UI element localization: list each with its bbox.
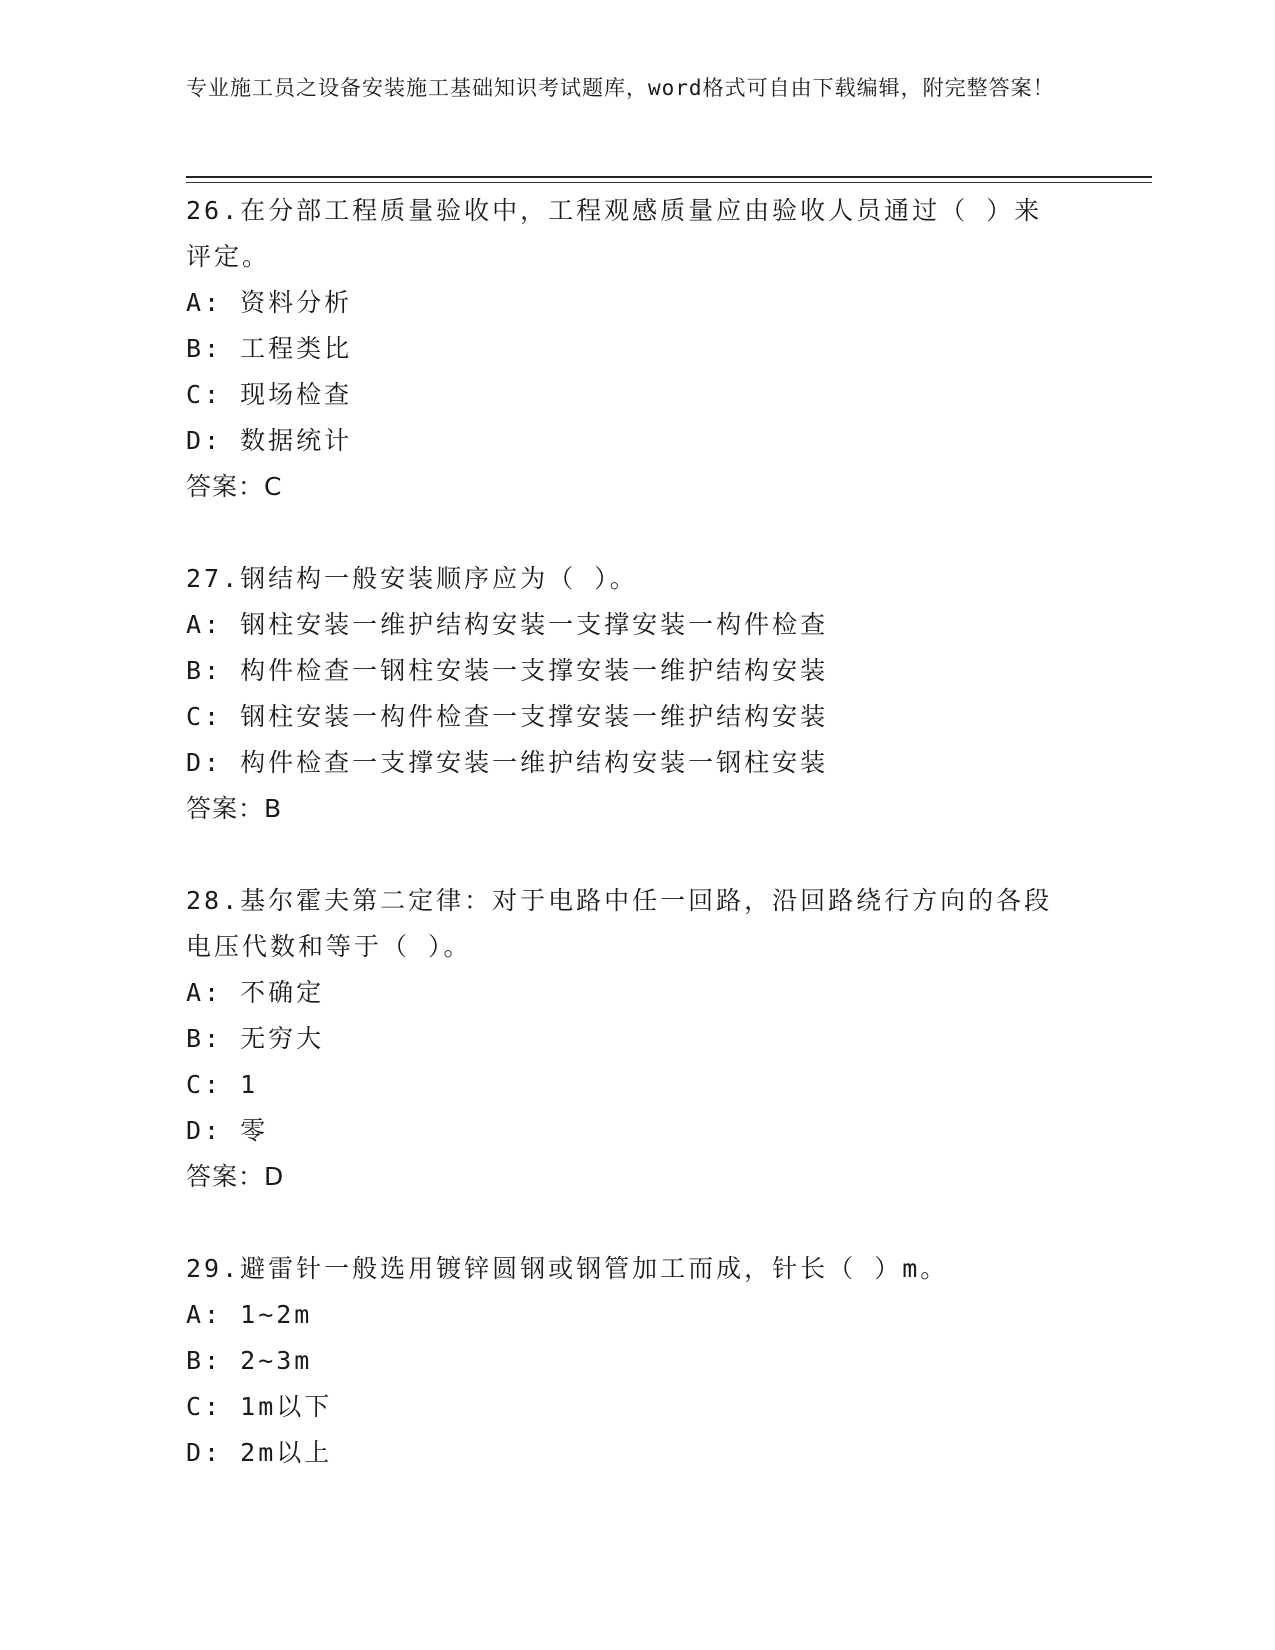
option-c: C: 现场检查	[186, 380, 353, 409]
option-d: D: 构件检查一支撑安装一维护结构安装一钢柱安装	[186, 748, 829, 777]
option-d: D: 零	[186, 1116, 269, 1145]
option-a: A: 钢柱安装一维护结构安装一支撑安装一构件检查	[186, 610, 829, 639]
question-26	[186, 188, 1086, 510]
question-28	[186, 878, 1086, 1200]
option-b: B: 工程类比	[186, 334, 353, 363]
question-29	[186, 1246, 1086, 1476]
option-b: B: 2~3m	[186, 1346, 313, 1375]
question-27	[186, 556, 1086, 832]
option-c: C: 1	[186, 1070, 259, 1099]
header-divider-thick	[186, 176, 1152, 178]
option-b: B: 构件检查一钢柱安装一支撑安装一维护结构安装	[186, 656, 829, 685]
option-c: C: 钢柱安装一构件检查一支撑安装一维护结构安装	[186, 702, 829, 731]
question-list	[186, 188, 1086, 1476]
option-a: A: 不确定	[186, 978, 325, 1007]
question-text: 29.避雷针一般选用镀锌圆钢或钢管加工而成，针长（ ）m。	[186, 1254, 949, 1283]
answer-label: 答案：D	[186, 1162, 285, 1191]
header-divider-thin	[186, 182, 1152, 183]
option-c: C: 1m以下	[186, 1392, 333, 1421]
question-text: 28.基尔霍夫第二定律：对于电路中任一回路，沿回路绕行方向的各段电压代数和等于（ ）。	[186, 886, 1053, 961]
answer-label: 答案：C	[186, 472, 283, 501]
question-spacer	[186, 1200, 1086, 1246]
option-d: D: 2m以上	[186, 1438, 333, 1467]
document-header: 专业施工员之设备安装施工基础知识考试题库，word格式可自由下载编辑，附完整答案！	[186, 76, 1055, 100]
question-spacer	[186, 832, 1086, 878]
option-b: B: 无穷大	[186, 1024, 325, 1053]
answer-label: 答案：B	[186, 794, 283, 823]
question-spacer	[186, 510, 1086, 556]
question-text: 27.钢结构一般安装顺序应为（ ）。	[186, 564, 638, 593]
option-d: D: 数据统计	[186, 426, 353, 455]
question-text: 26.在分部工程质量验收中，工程观感质量应由验收人员通过（ ）来评定。	[186, 196, 1043, 271]
option-a: A: 1~2m	[186, 1300, 313, 1329]
option-a: A: 资料分析	[186, 288, 353, 317]
